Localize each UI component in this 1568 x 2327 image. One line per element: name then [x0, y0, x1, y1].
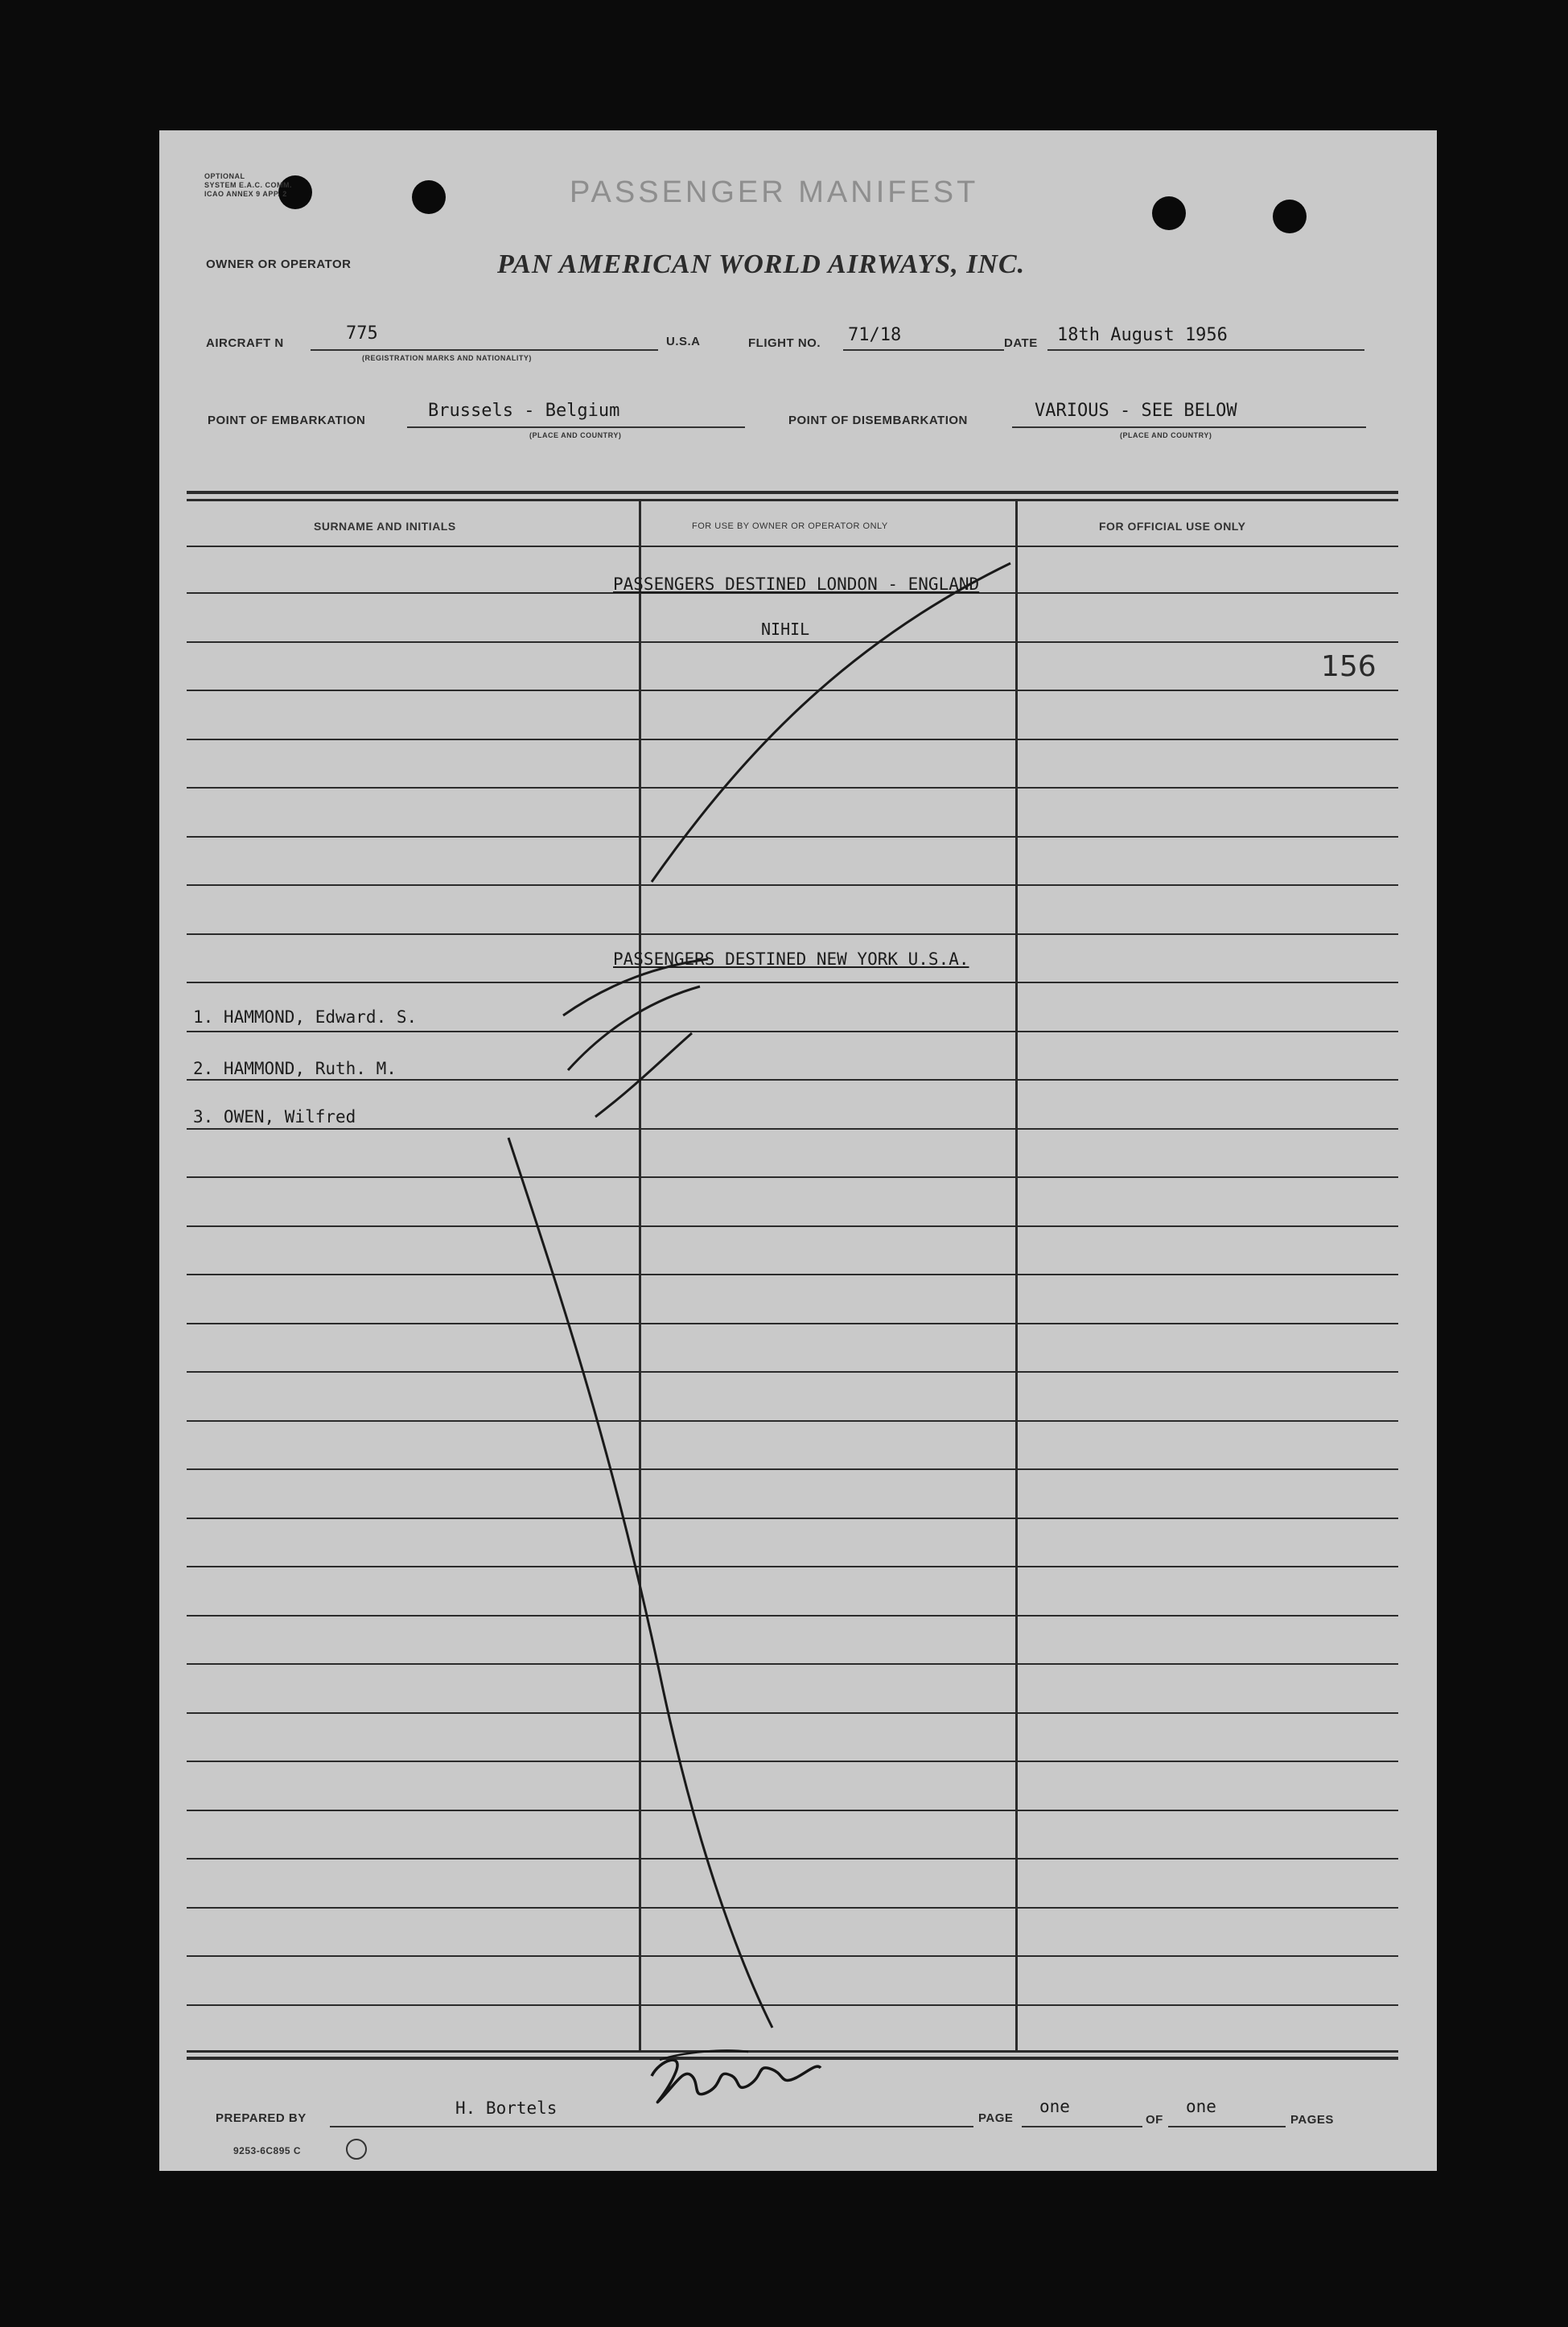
ruled-row-line	[187, 1031, 1398, 1032]
embarkation-sub-label: (PLACE AND COUNTRY)	[529, 431, 622, 439]
disembarkation-sub-label: (PLACE AND COUNTRY)	[1120, 431, 1212, 439]
prepared-by-underline	[330, 2126, 973, 2127]
column-header-owner-use: FOR USE BY OWNER OR OPERATOR ONLY	[692, 521, 888, 531]
date-underline	[1047, 349, 1364, 351]
ruled-row-line	[187, 1518, 1398, 1519]
union-label-icon	[346, 2139, 367, 2160]
ruled-row-line	[187, 1225, 1398, 1227]
london-heading: PASSENGERS DESTINED LONDON - ENGLAND	[613, 575, 980, 594]
flight-underline	[843, 349, 1004, 351]
ruled-row-line	[187, 1420, 1398, 1422]
form-code	[204, 172, 292, 199]
of-label: OF	[1146, 2113, 1163, 2127]
manifest-page	[159, 130, 1437, 2171]
prepared-by-value: H. Bortels	[455, 2098, 558, 2118]
ruled-row-line	[187, 1128, 1398, 1130]
ruled-row-line	[187, 982, 1398, 983]
disembarkation-label: POINT OF DISEMBARKATION	[788, 414, 968, 427]
prepared-by-label: PREPARED BY	[216, 2111, 307, 2125]
page-value: one	[1039, 2097, 1070, 2116]
ruled-row-line	[187, 1712, 1398, 1714]
punch-hole	[412, 180, 446, 214]
ruled-row-line	[187, 1176, 1398, 1178]
table-top-border	[187, 491, 1398, 494]
ruled-row-line	[187, 690, 1398, 691]
ruled-row-line	[187, 1615, 1398, 1617]
column-header-official-use: FOR OFFICIAL USE ONLY	[1099, 520, 1246, 533]
pages-label: PAGES	[1290, 2113, 1334, 2127]
ruled-row-line	[187, 1566, 1398, 1567]
passenger-row: 3. OWEN, Wilfred	[193, 1107, 356, 1126]
page-title: PASSENGER MANIFEST	[570, 175, 979, 209]
ruled-row-line	[187, 2004, 1398, 2006]
aircraft-label: AIRCRAFT N	[206, 336, 284, 350]
of-underline	[1168, 2126, 1286, 2127]
form-code-line: ICAO ANNEX 9 APP. 2	[204, 190, 287, 198]
ruled-row-line	[187, 1663, 1398, 1665]
ruled-row-line	[187, 1810, 1398, 1811]
form-number: 9253-6C895 C	[233, 2145, 302, 2156]
passenger-row: 1. HAMMOND, Edward. S.	[193, 1007, 418, 1027]
ruled-row-line	[187, 1858, 1398, 1860]
owner-label: OWNER OR OPERATOR	[206, 257, 352, 271]
column-divider	[1015, 499, 1018, 2052]
ruled-row-line	[187, 1761, 1398, 1762]
ruled-row-line	[187, 933, 1398, 935]
ruled-row-line	[187, 1468, 1398, 1470]
ruled-row-line	[187, 546, 1398, 547]
punch-hole	[1273, 200, 1307, 233]
ruled-row-line	[187, 641, 1398, 643]
newyork-heading: PASSENGERS DESTINED NEW YORK U.S.A.	[613, 949, 969, 969]
ruled-row-line	[187, 836, 1398, 838]
aircraft-nationality: U.S.A	[666, 335, 701, 348]
ruled-row-line	[187, 1907, 1398, 1909]
official-number: 156	[1321, 650, 1377, 683]
owner-value: PAN AMERICAN WORLD AIRWAYS, INC.	[497, 249, 1026, 279]
date-label: DATE	[1004, 336, 1038, 350]
aircraft-sub-label: (REGISTRATION MARKS AND NATIONALITY)	[362, 354, 532, 362]
date-value: 18th August 1956	[1057, 325, 1228, 345]
form-code-line: OPTIONAL	[204, 172, 245, 180]
of-value: one	[1186, 2097, 1216, 2116]
passenger-row: 2. HAMMOND, Ruth. M.	[193, 1059, 397, 1078]
punch-hole	[1152, 196, 1186, 230]
embarkation-label: POINT OF EMBARKATION	[208, 414, 366, 427]
ruled-row-line	[187, 739, 1398, 740]
ruled-row-line	[187, 1955, 1398, 1957]
embarkation-value: Brussels - Belgium	[428, 401, 620, 421]
disembarkation-value: VARIOUS - SEE BELOW	[1035, 401, 1237, 421]
column-divider	[639, 499, 641, 2052]
aircraft-value: 775	[346, 323, 378, 344]
page-underline	[1022, 2126, 1142, 2127]
ruled-row-line	[187, 1323, 1398, 1324]
aircraft-underline	[311, 349, 658, 351]
ruled-row-line	[187, 1371, 1398, 1373]
flight-label: FLIGHT NO.	[748, 336, 821, 350]
ruled-row-line	[187, 1079, 1398, 1081]
page-label: PAGE	[978, 2111, 1014, 2125]
ruled-row-line	[187, 1274, 1398, 1275]
table-top-border	[187, 499, 1398, 501]
disembarkation-underline	[1012, 426, 1366, 428]
london-note: NIHIL	[761, 620, 810, 639]
flight-value: 71/18	[848, 325, 902, 345]
form-code-line: SYSTEM E.A.C. COMM.	[204, 181, 293, 189]
ruled-row-line	[187, 884, 1398, 886]
column-header-surname: SURNAME AND INITIALS	[314, 520, 456, 533]
embarkation-underline	[407, 426, 745, 428]
ruled-row-line	[187, 787, 1398, 789]
signature	[636, 2028, 829, 2116]
